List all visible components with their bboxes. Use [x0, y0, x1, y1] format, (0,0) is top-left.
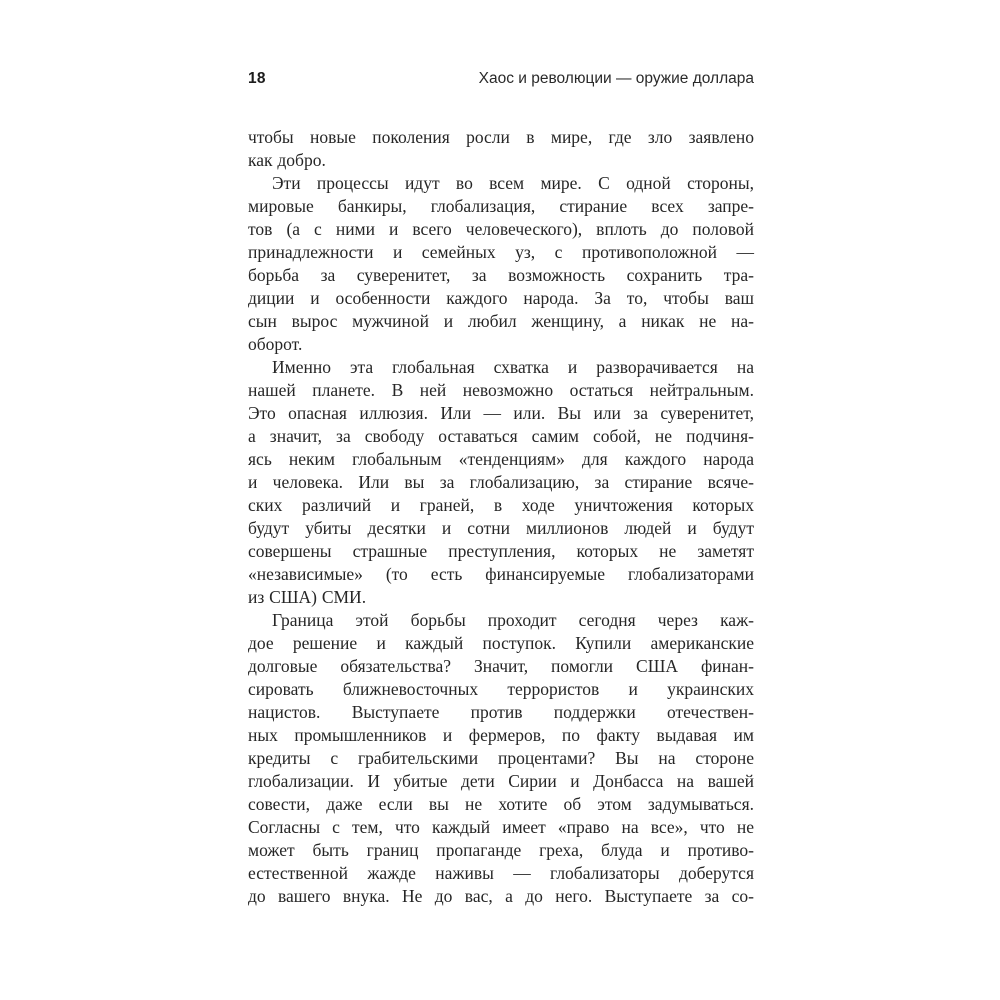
text-line: Это опасная иллюзия. Или — или. Вы или за суверенитет, — [248, 403, 754, 423]
text-line: нашей планете. В ней невозможно остаться нейтральным. — [248, 380, 754, 400]
text-line: мировые банкиры, глобализация, стирание всех запре- — [248, 196, 754, 216]
text-line: совести, даже если вы не хотите об этом задумываться. — [248, 794, 754, 814]
text-line: а значит, за свободу оставаться самим собой, не подчиня- — [248, 426, 754, 446]
text-line: сын вырос мужчиной и любил женщину, а никак не на- — [248, 311, 754, 331]
text-line: как добро. — [248, 150, 326, 170]
text-line: может быть границ пропаганде греха, блуда и противо- — [248, 840, 754, 860]
text-line: ских различий и граней, в ходе уничтожения которых — [248, 495, 754, 515]
running-title: Хаос и революции — оружие доллара — [478, 70, 754, 87]
text-line: принадлежности и семейных уз, с противоположной — — [248, 242, 754, 262]
text-line: Граница этой борьбы проходит сегодня через каж- — [272, 610, 754, 630]
page-header — [248, 70, 754, 88]
text-line: кредиты с грабительскими процентами? Вы на стороне — [248, 748, 754, 768]
text-line: будут убиты десятки и сотни миллионов людей и будут — [248, 518, 754, 538]
text-line: долговые обязательства? Значит, помогли США финан- — [248, 656, 754, 676]
paragraph — [248, 356, 754, 609]
text-line: нацистов. Выступаете против поддержки отечествен- — [248, 702, 754, 722]
text-line: до вашего внука. Не до вас, а до него. Выступаете за со- — [248, 886, 754, 906]
text-line: из США) СМИ. — [248, 587, 367, 607]
text-line: ясь неким глобальным «тенденциям» для каждого народа — [248, 449, 754, 469]
text-line: «независимые» (то есть финансируемые глобализаторами — [248, 564, 754, 584]
text-line: ных промышленников и фермеров, по факту выдавая им — [248, 725, 754, 745]
text-line: сировать ближневосточных террористов и украинских — [248, 679, 754, 699]
text-line: Именно эта глобальная схватка и разворачивается на — [272, 357, 754, 377]
text-line: чтобы новые поколения росли в мире, где зло заявлено — [248, 127, 754, 147]
page-number: 18 — [248, 70, 266, 87]
text-line: дое решение и каждый поступок. Купили американские — [248, 633, 754, 653]
body-text-block — [248, 126, 754, 908]
text-line: тов (а с ними и всего человеческого), вплоть до половой — [248, 219, 754, 239]
text-line: и человека. Или вы за глобализацию, за стирание всяче- — [248, 472, 754, 492]
text-line: естественной жажде наживы — глобализаторы доберутся — [248, 863, 754, 883]
text-line: Эти процессы идут во всем мире. С одной стороны, — [272, 173, 754, 193]
paragraph — [248, 609, 754, 908]
text-line: диции и особенности каждого народа. За то, чтобы ваш — [248, 288, 754, 308]
text-line: борьба за суверенитет, за возможность сохранить тра- — [248, 265, 754, 285]
paragraph — [248, 172, 754, 356]
text-line: оборот. — [248, 334, 303, 354]
text-line: Согласны с тем, что каждый имеет «право на все», что не — [248, 817, 754, 837]
text-line: совершены страшные преступления, которых не заметят — [248, 541, 754, 561]
text-line: глобализации. И убитые дети Сирии и Донбасса на вашей — [248, 771, 754, 791]
paragraph — [248, 126, 754, 172]
